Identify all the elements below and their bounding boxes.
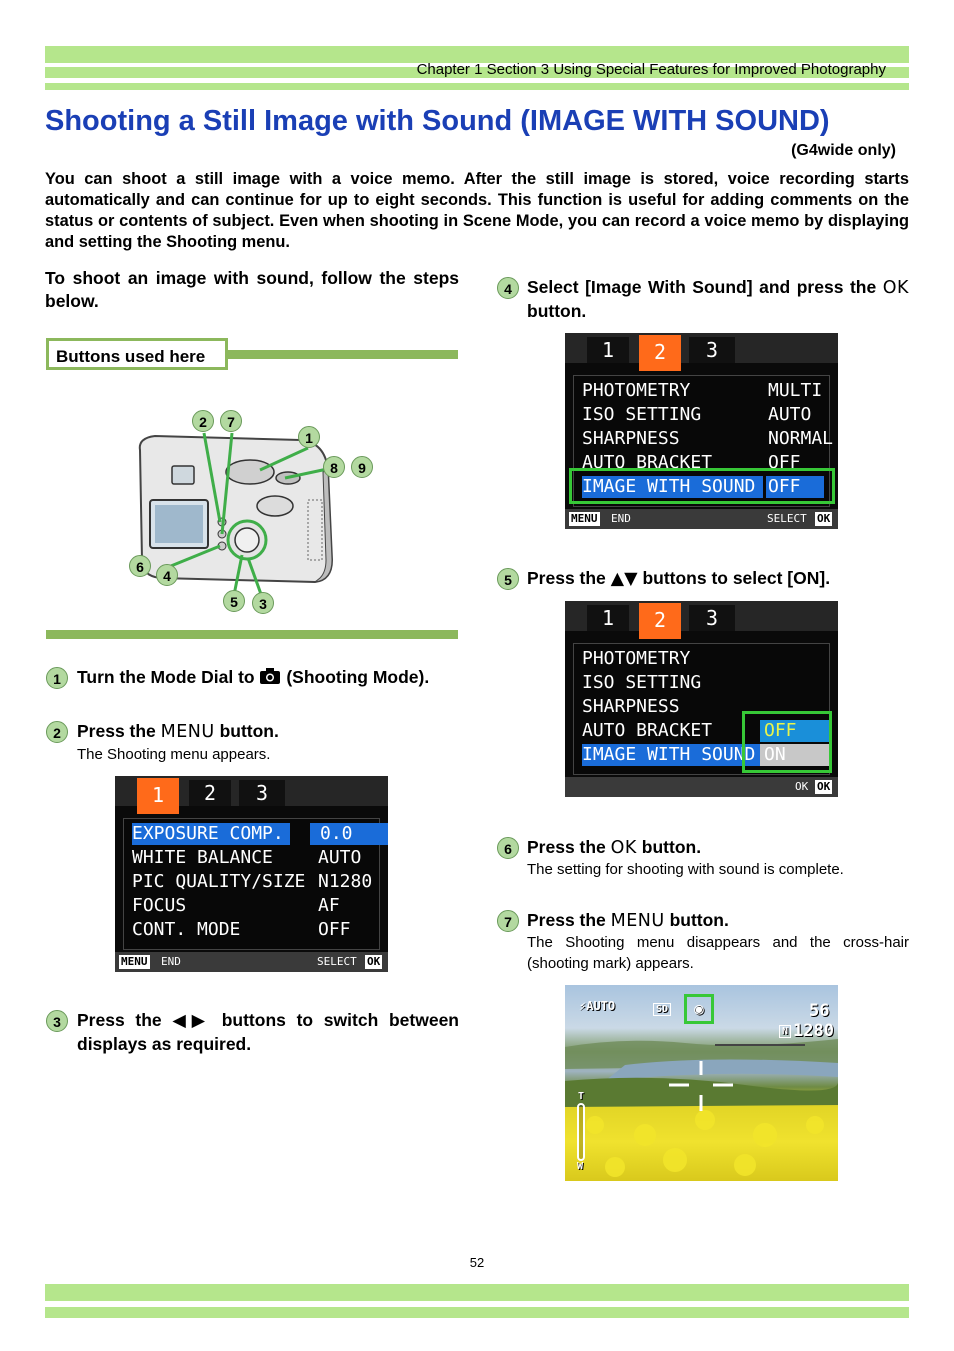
buttons-used-label: Buttons used here <box>46 338 228 370</box>
step-4-number: 4 <box>497 277 519 299</box>
step-2-text: Press the MENU button. <box>77 721 279 742</box>
lcd-row: PHOTOMETRY MULTI <box>582 380 823 401</box>
zoom-bar-icon <box>577 1103 585 1161</box>
lcd-row: SHARPNESS NORMAL <box>582 428 834 449</box>
callout-8: 8 <box>323 456 345 478</box>
intro-paragraph: You can shoot a still image with a voice memo. After the still image is stored, voice recording starts automatically and can continue for up to eight seconds. This function is useful for adding comments on the status or contents of subject. Even when shooting in Scene Mode, you can record a voice memo by displaying and setting the Shooting menu. <box>45 170 909 251</box>
lcd-tab-2: 2 <box>639 603 681 639</box>
callout-7: 7 <box>220 410 242 432</box>
callout-1: 1 <box>298 426 320 448</box>
ok-key-label: OK <box>610 838 637 858</box>
footer-band-bottom <box>45 1307 909 1318</box>
lcd-ok-key: OK <box>367 955 381 968</box>
ok-key-label: OK <box>882 278 909 298</box>
lcd-tab-1: 1 <box>587 605 629 631</box>
lcd-row: ISO SETTING <box>582 672 702 693</box>
lcd-tab-1: 1 <box>587 337 629 363</box>
step-3-text: Press the ◀▶ buttons to switch between displays as required. <box>77 1010 460 1054</box>
lcd-row: PHOTOMETRY <box>582 648 691 669</box>
lcd-row: PIC QUALITY/SIZE N1280 <box>132 871 373 892</box>
option-highlight-box <box>742 711 832 773</box>
lcd-footer: MENU END SELECT OK <box>565 509 838 529</box>
lcd-tab-3: 3 <box>689 337 735 363</box>
step-1-number: 1 <box>46 667 68 689</box>
step-6-sub: The setting for shooting with sound is complete. <box>527 861 844 878</box>
lcd-tab-3: 3 <box>239 780 285 806</box>
option-off: OFF <box>760 720 830 742</box>
step-7-number: 7 <box>497 910 519 932</box>
sd-card-indicator: SD <box>653 1003 671 1016</box>
lcd-body <box>123 818 380 950</box>
lcd-row: AUTO BRACKET OFF <box>582 452 801 473</box>
header-band-bottom <box>45 83 909 90</box>
lcd-tab-2: 2 <box>639 335 681 371</box>
flash-auto-indicator: ⚡AUTO <box>579 999 616 1013</box>
step-2-number: 2 <box>46 721 68 743</box>
remaining-shots: 56 <box>809 1001 830 1021</box>
camera-icon <box>259 667 281 691</box>
lcd-menu-key: MENU <box>571 512 598 525</box>
image-size-indicator: 1280 <box>793 1021 834 1041</box>
model-note: (G4wide only) <box>791 142 896 159</box>
page-title: Shooting a Still Image with Sound (IMAGE WITH SOUND) <box>45 105 830 137</box>
crosshair-icon <box>669 1061 733 1111</box>
callout-4: 4 <box>156 564 178 586</box>
section-rule <box>46 630 458 639</box>
lcd-footer: MENU END SELECT OK <box>115 952 388 972</box>
lcd-row: SHARPNESS <box>582 696 680 717</box>
callout-6: 6 <box>129 555 151 577</box>
lcd-screen-menu-1 <box>115 776 388 972</box>
live-view-screen <box>565 985 838 1181</box>
selection-highlight-box <box>569 468 835 504</box>
option-on: ON <box>760 744 830 766</box>
step-7-text: Press the MENU button. <box>527 910 729 931</box>
left-right-arrows-icon: ◀▶ <box>172 1011 211 1031</box>
lcd-tab-3: 3 <box>689 605 735 631</box>
lcd-row: EXPOSURE COMP. 0.0 <box>130 823 373 845</box>
step-7-sub: The Shooting menu disappears and the cross-hair (shooting mark) appears. <box>527 934 909 972</box>
step-5-text: Press the ▲▼ buttons to select [ON]. <box>527 568 831 589</box>
step-3-number: 3 <box>46 1010 68 1032</box>
callout-9: 9 <box>351 456 373 478</box>
menu-key-label: MENU <box>160 722 215 742</box>
lcd-row: FOCUS AF <box>132 895 340 916</box>
lcd-row: IMAGE WITH SOUND ON <box>580 744 823 766</box>
lcd-row: AUTO BRACKET OFF <box>580 720 823 742</box>
lcd-row: WHITE BALANCE AUTO <box>132 847 362 868</box>
quality-mode-indicator: N <box>779 1025 791 1038</box>
lcd-tab-2: 2 <box>189 780 231 806</box>
lcd-ok-key: OK <box>817 512 831 525</box>
step-6-number: 6 <box>497 837 519 859</box>
lcd-tab-1: 1 <box>137 778 179 814</box>
step-6-text: Press the OK button. <box>527 837 702 858</box>
lcd-row: CONT. MODE OFF <box>132 919 351 940</box>
step-1-text: Turn the Mode Dial to (Shooting Mode). <box>77 666 467 691</box>
chapter-heading: Chapter 1 Section 3 Using Special Features for Improved Photography <box>416 61 886 78</box>
step-4-text: Select [Image With Sound] and press the OK button. <box>527 277 909 321</box>
lcd-row: IMAGE WITH SOUND OFF <box>580 476 823 498</box>
lcd-row: ISO SETTING AUTO <box>582 404 812 425</box>
lcd-menu-key: MENU <box>121 955 148 968</box>
lcd-footer: OK OK <box>565 777 838 797</box>
callout-5: 5 <box>223 590 245 612</box>
up-down-arrows-icon: ▲▼ <box>610 569 638 589</box>
lcd-ok-key: OK <box>817 780 831 793</box>
lead-paragraph: To shoot an image with sound, follow the steps below. <box>45 268 459 311</box>
footer-band-top <box>45 1284 909 1301</box>
step-2-sub: The Shooting menu appears. <box>77 746 271 763</box>
menu-key-label: MENU <box>610 911 665 931</box>
step-5-number: 5 <box>497 568 519 590</box>
sound-record-icon: ◉ <box>684 994 714 1024</box>
zoom-wide-label: W <box>577 1161 584 1172</box>
camera-illustration <box>120 400 380 620</box>
page-number: 52 <box>469 1255 485 1270</box>
zoom-tele-label: T <box>578 1091 585 1102</box>
callout-2: 2 <box>192 410 214 432</box>
buttons-used-rule <box>228 350 458 359</box>
callout-3: 3 <box>252 592 274 614</box>
